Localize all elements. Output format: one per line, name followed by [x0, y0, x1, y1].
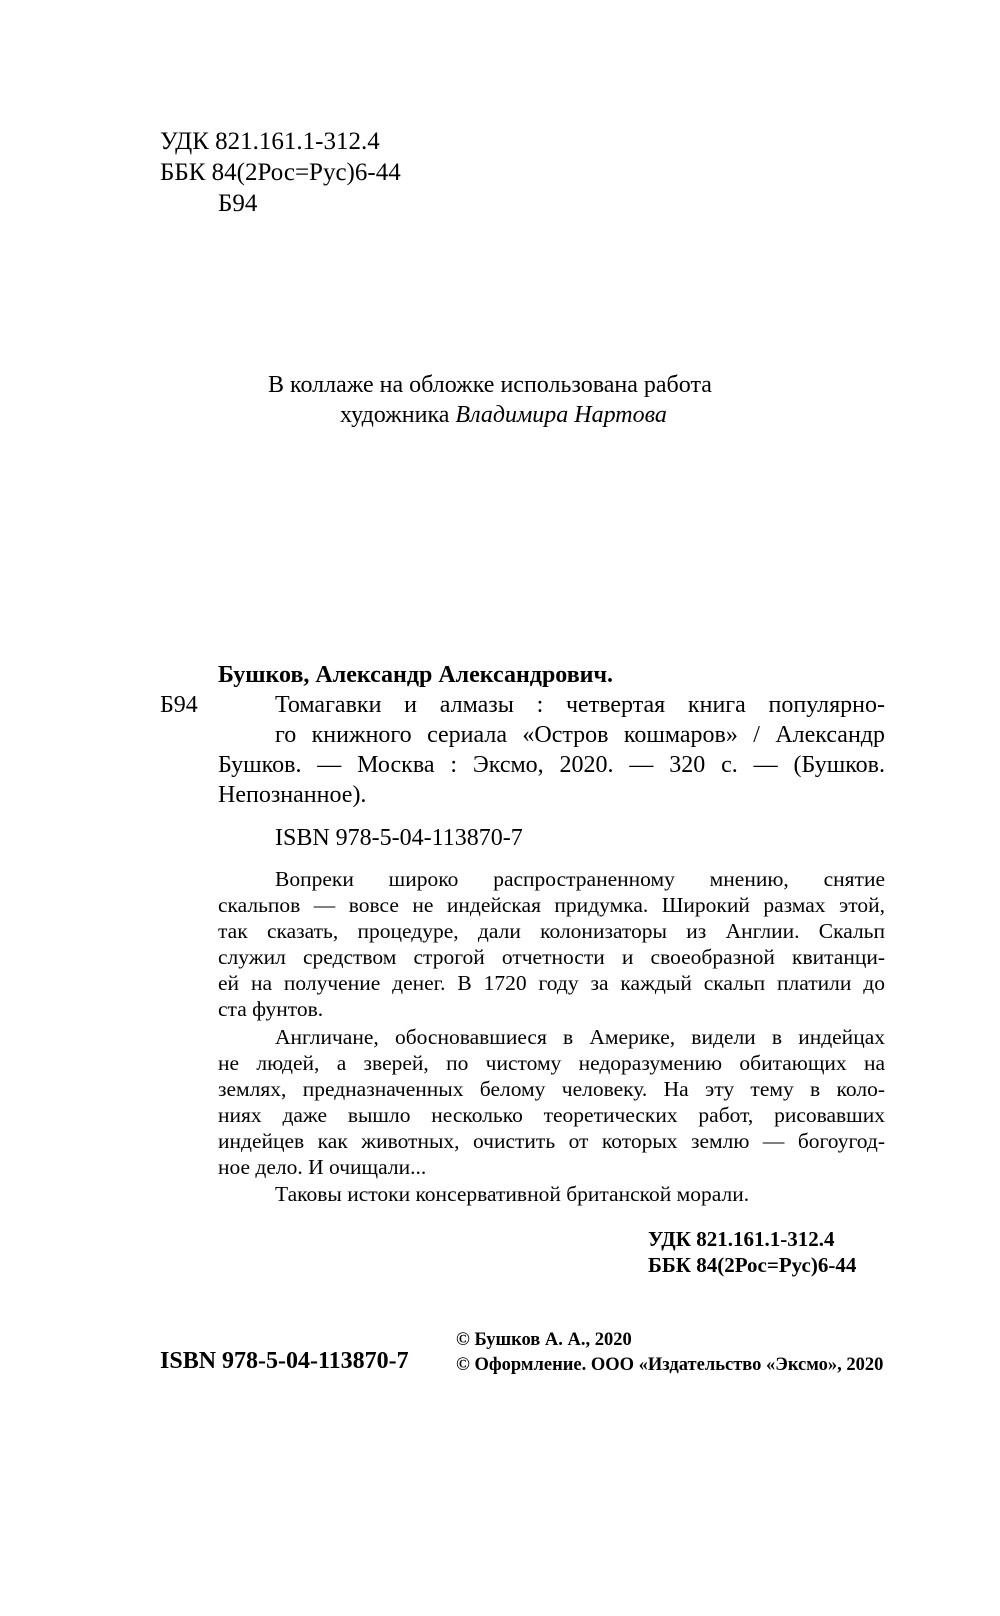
annotation-paragraph-3: Таковы истоки консервативной британской морали. [275, 1182, 750, 1206]
annotation-line: Вопреки широко распространенному мнению, снятие [275, 867, 885, 891]
description-line: го книжного сериала «Остров кошмаров» / Александр [275, 722, 885, 748]
udk-code-bottom: УДК 821.161.1-312.4 [648, 1227, 835, 1251]
artist-name: Владимира Нартова [455, 402, 667, 428]
annotation-line: ста фунтов. [218, 997, 324, 1021]
description-line: Томагавки и алмазы : четвертая книга популярно- [275, 692, 885, 718]
isbn-footer: ISBN 978-5-04-113870-7 [160, 1348, 409, 1374]
annotation-line: так сказать, процедуре, дали колонизаторы из Англии. Скальп [218, 919, 885, 943]
author-mark-entry: Б94 [160, 692, 198, 718]
annotation-line: ниях даже вышло несколько теоретических работ, рисовавших [218, 1103, 885, 1127]
cover-credit-line2 [340, 402, 667, 429]
annotation-line: землях, предназначенных белому человеку. На эту тему в коло- [218, 1077, 885, 1101]
copyright-author: © Бушков А. А., 2020 [456, 1330, 632, 1350]
annotation-line: не людей, а зверей, по чистому недоразумению обитающих на [218, 1051, 885, 1075]
catalog-description [218, 690, 885, 810]
author-heading: Бушков, Александр Александрович. [218, 662, 614, 688]
annotation-line: ей на получение денег. В 1720 году за каждый скальп платили до [218, 971, 885, 995]
isbn-entry: ISBN 978-5-04-113870-7 [275, 825, 523, 851]
annotation-line: ное дело. И очищали... [218, 1155, 427, 1179]
description-line: Непознанное). [218, 782, 367, 808]
annotation-line: служил средством строгой отчетности и своеобразной квитанци- [218, 945, 885, 969]
description-line: Бушков. — Москва : Эксмо, 2020. — 320 с. — (Бушков. [218, 752, 885, 778]
author-mark-top: Б94 [218, 190, 258, 217]
annotation-line: скальпов — вовсе не индейская придумка. Широкий размах этой, [218, 893, 885, 917]
cover-credit-prefix: художника [340, 402, 456, 428]
udk-code-top: УДК 821.161.1-312.4 [160, 128, 380, 155]
annotation-line: индейцев как животных, очистить от которых землю — богоугод- [218, 1129, 885, 1153]
bbk-code-bottom: ББК 84(2Рос=Рус)6-44 [648, 1253, 857, 1277]
annotation-paragraph-2 [218, 1024, 885, 1180]
cover-credit-line1: В коллаже на обложке использована работа [268, 372, 712, 398]
bbk-code-top: ББК 84(2Рос=Рус)6-44 [160, 159, 401, 186]
annotation-line: Англичане, обосновавшиеся в Америке, видели в индейцах [275, 1025, 885, 1049]
copyright-publisher: © Оформление. ООО «Издательство «Эксмо», 2020 [456, 1355, 884, 1375]
annotation-paragraph-1 [218, 866, 885, 1022]
